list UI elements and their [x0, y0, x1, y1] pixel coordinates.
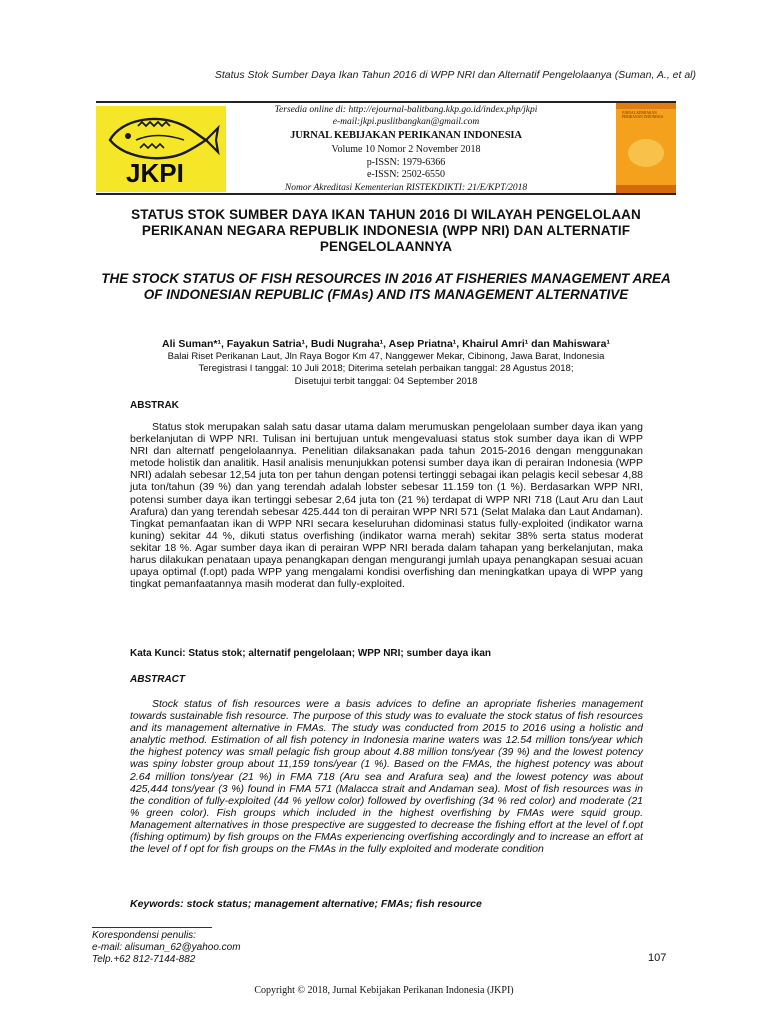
- accreditation-number: Nomor Akreditasi Kementerian RISTEKDIKTI: 21/E/KPT/2018: [284, 182, 528, 193]
- author-affiliation: Balai Riset Perikanan Laut, Jln Raya Bogor Km 47, Nanggewer Mekar, Cibinong, Jawa Barat, Indonesia: [167, 350, 605, 362]
- footnote-email: e-mail: alisuman_62@yahoo.com: [92, 942, 241, 953]
- cover-footer: [616, 185, 676, 193]
- cover-logo-icon: [628, 139, 664, 167]
- title-english: THE STOCK STATUS OF FISH RESOURCES IN 2016 AT FISHERIES MANAGEMENT AREA OF INDONESIAN REPUBLIC (FMAs) AND ITS MANAGEMENT ALTERNATIVE: [101, 271, 671, 302]
- author-names: Ali Suman*¹, Fayakun Satria¹, Budi Nugraha¹, Asep Priatna¹, Khairul Amri¹ dan Mahiswara¹: [162, 338, 610, 350]
- cover-title: JURNAL KEBIJAKAN PERIKANAN INDONESIA: [622, 111, 664, 120]
- approved-date: Disetujui terbit tanggal: 04 September 2018: [294, 375, 478, 387]
- jkpi-logo: [96, 106, 226, 192]
- fish-logo-icon: [102, 110, 220, 162]
- logo-text: JKPI: [126, 158, 184, 188]
- banner-rule-bottom: [96, 193, 676, 195]
- journal-volume: Volume 10 Nomor 2 November 2018: [331, 144, 481, 155]
- running-head: Status Stok Sumber Daya Ikan Tahun 2016 di WPP NRI dan Alternatif Pengelolaanya (Suman, A., et al): [214, 69, 696, 81]
- author-block: [96, 338, 676, 388]
- page-number: 107: [648, 952, 667, 964]
- keywords: Keywords: stock status; management alternative; FMAs; fish resource: [130, 898, 482, 910]
- banner-rule-top: [96, 101, 676, 103]
- footnote-rule: [92, 927, 212, 928]
- kata-kunci: Kata Kunci: Status stok; alternatif pengelolaan; WPP NRI; sumber daya ikan: [130, 648, 492, 659]
- journal-name: JURNAL KEBIJAKAN PERIKANAN INDONESIA: [290, 130, 522, 141]
- footnote-phone: Telp.+62 812-7144-882: [92, 954, 196, 965]
- abstrak-text: Status stok merupakan salah satu dasar utama dalam merumuskan pengelolaan sumber daya ikan yang berkelanjutan di WPP NRI. Tulisan ini bertujuan untuk mengevaluasi status stok sumber daya ikan di WPP NRI dan alternatf pengelolaannya. Penelitian dilaksanakan pada tahun 2015-2016 dengan menggunakan metode holistik dan analitik. Hasil analisis menunjukkan potensi sumber daya ikan di perairan Indonesia (WPP NRI) adalah sebesar 12,54 juta ton per tahun dengan potensi tertinggi sebagai ikan pelagis kecil sebesar 4,88 juta ton/tahun (39 %) dan yang terendah adalah lobster sebesar 11.159 ton (1 %). Berdasarkan WPP NRI, potensi sumber daya ikan tertinggi sebesar 2,64 juta ton (21 %) terdapat di WPP NRI 718 (Laut Aru dan Laut Arafura) dan yang terendah sebesar 425.444 ton di perairan WPP NRI 571 (Selat Malaka dan Laut Andaman). Tingkat pemanfaatan ikan di WPP NRI secara keseluruhan didominasi status fully-exploited (indikator warna kuning) sekitar 44 %, dikuti status overfishing (indikator warna merah) sekitar 38% serta status moderat sekitar 18 %. Agar sumber daya ikan di perairan WPP NRI berada dalam tahapan yang berkelanjutan, maka harus dilakukan penataan upaya penangkapan dengan mengurangi jumlah upaya penangkapan sesuai acuan upaya optimal (f.opt) pada WPP yang mengalami kondisi overfishing dan meningkatkan upaya di WPP yang tingkat pemanfaatannya masih moderat dan fully-exploited.: [130, 421, 643, 591]
- abstract-text: Stock status of fish resources were a basis advices to define an apropriate fisheries management towards sustainable fish resource. The purpose of this study was to evaluate the stock status of fish resources and its management alternative in FMAs. The study was conducted from 2015 to 2016 using a holistic and analytic method. Estimation of all fish potency in Indonesia marine waters was 12.54 million tons/year which the highest potency was small pelagic fish group about 4.88 million tons/year (39 %) and the lowest potency was spiny lobster group about 11,159 tons/year (1 %). Based on the FMAs, the highest potency was about 2.64 million tons/year (21 %) in FMA 718 (Aru sea and Arafura sea) and the lowest potency was about 425,444 tons/year (3 %) found in FMA 571 (Malacca strait and Andaman sea). Most of fish resources was in the condition of fully-exploited (44 % yellow color) followed by overfishing (34 % red color) and moderate (21 % green color). Fish groups which included in the highest overfishing by FMAs were squid group. Management alternatives in those prespective are suggested to decrease the fishing effort at the level of f.opt (fishing optimum) by fish groups on the FMAs experiencing overfishing accordingly and to increase an effort at the level of f opt for fish groups on the FMAs in the fully exploited and moderate condition: [130, 698, 643, 856]
- journal-email: e-mail:jkpi.puslitbangkan@gmail.com: [332, 117, 480, 127]
- p-issn: p-ISSN: 1979-6366: [366, 156, 446, 168]
- e-issn: e-ISSN: 2502-6550: [366, 169, 446, 180]
- received-dates: Teregistrasi I tanggal: 10 Juli 2018; Diterima setelah perbaikan tanggal: 28 Agustus 2018;: [198, 363, 574, 374]
- correspondence-footnote: [92, 930, 241, 966]
- footnote-label: Korespondensi penulis:: [92, 930, 196, 941]
- abstrak-heading: ABSTRAK: [130, 400, 179, 411]
- cover-band: [616, 103, 676, 109]
- journal-cover-thumbnail: [616, 103, 676, 193]
- copyright-line: Copyright © 2018, Jurnal Kebijakan Perikanan Indonesia (JKPI): [254, 985, 514, 996]
- abstract-heading: ABSTRACT: [130, 674, 185, 685]
- journal-info: [228, 104, 584, 194]
- online-url: Tersedia online di: http://ejournal-balitbang.kkp.go.id/index.php/jkpi: [274, 105, 538, 115]
- title-indonesian: STATUS STOK SUMBER DAYA IKAN TAHUN 2016 DI WILAYAH PENGELOLAAN PERIKANAN NEGARA REPUBLIK INDONESIA (WPP NRI) DAN ALTERNATIF PENGELOLAANNYA: [131, 207, 641, 254]
- journal-banner: [96, 101, 676, 195]
